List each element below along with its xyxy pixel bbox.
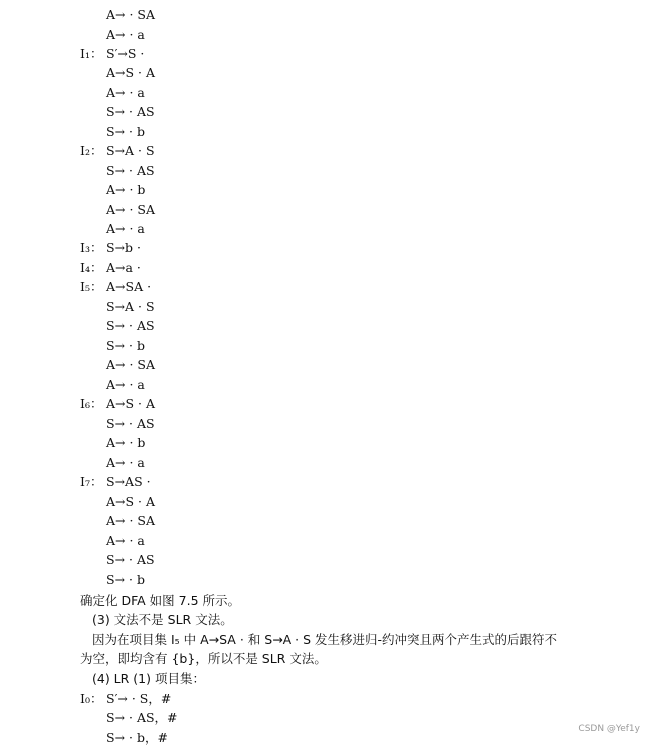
item-line: S→A · S <box>106 299 155 314</box>
item-line: S→A · S <box>106 143 155 158</box>
item-line: S→ · b <box>106 338 145 353</box>
item-set-label: I₂： <box>80 143 103 158</box>
item-line: A→ · b <box>106 182 146 197</box>
item-set-label: I₃： <box>80 240 103 255</box>
item-line: S→b · <box>106 240 141 255</box>
item-line: A→ · a <box>106 221 145 236</box>
item-line: S→ · AS <box>106 104 155 119</box>
item-line: A→ · SA <box>106 7 156 22</box>
item-line: S→ · b <box>106 572 145 587</box>
item-line: A→SA · <box>106 279 152 294</box>
item-set-label: I₄： <box>80 260 103 275</box>
item-line: A→ · SA <box>106 513 156 528</box>
item-line: S′→S · <box>106 46 145 61</box>
item-line: A→a · <box>106 260 141 275</box>
paragraph-not-slr-heading: (3) 文法不是 SLR 文法。 <box>92 612 233 627</box>
lr1-item-line: S→ · b，# <box>106 730 168 745</box>
item-line: A→ · a <box>106 455 145 470</box>
item-line: A→S · A <box>106 65 156 80</box>
item-set-label: I₅： <box>80 279 103 294</box>
item-set-label: I₇： <box>80 474 103 489</box>
item-line: A→ · SA <box>106 202 156 217</box>
item-line: S→ · AS <box>106 318 155 333</box>
item-line: A→ · SA <box>106 357 156 372</box>
item-line: S→ · AS <box>106 552 155 567</box>
item-line: A→ · b <box>106 435 146 450</box>
item-line: A→ · a <box>106 85 145 100</box>
item-line: S→AS · <box>106 474 151 489</box>
item-set-label: I₆： <box>80 396 103 411</box>
paragraph-lr1-heading: (4) LR (1) 项目集： <box>92 671 205 686</box>
item-line: S→ · AS <box>106 416 155 431</box>
item-line: A→ · a <box>106 27 145 42</box>
watermark-text: CSDN @Yef1y <box>578 724 640 734</box>
paragraph-dfa: 确定化 DFA 如图 7.5 所示。 <box>80 593 240 608</box>
item-line: A→S · A <box>106 494 156 509</box>
item-set-label: I₀： <box>80 691 103 706</box>
paragraph-reason-line2: 为空，即均含有 {b}，所以不是 SLR 文法。 <box>80 651 327 666</box>
item-line: A→S · A <box>106 396 156 411</box>
item-line: S→ · b <box>106 124 145 139</box>
lr1-item-line: S′→ · S，# <box>106 691 172 706</box>
item-line: A→ · a <box>106 533 145 548</box>
paragraph-reason-line1: 因为在项目集 I₅ 中 A→SA · 和 S→A · S 发生移进归-约冲突且两个产生式的后跟符不 <box>92 632 558 647</box>
lr1-item-line: S→ · AS，# <box>106 710 178 725</box>
item-set-label: I₁： <box>80 46 103 61</box>
item-line: A→ · a <box>106 377 145 392</box>
item-line: S→ · AS <box>106 163 155 178</box>
